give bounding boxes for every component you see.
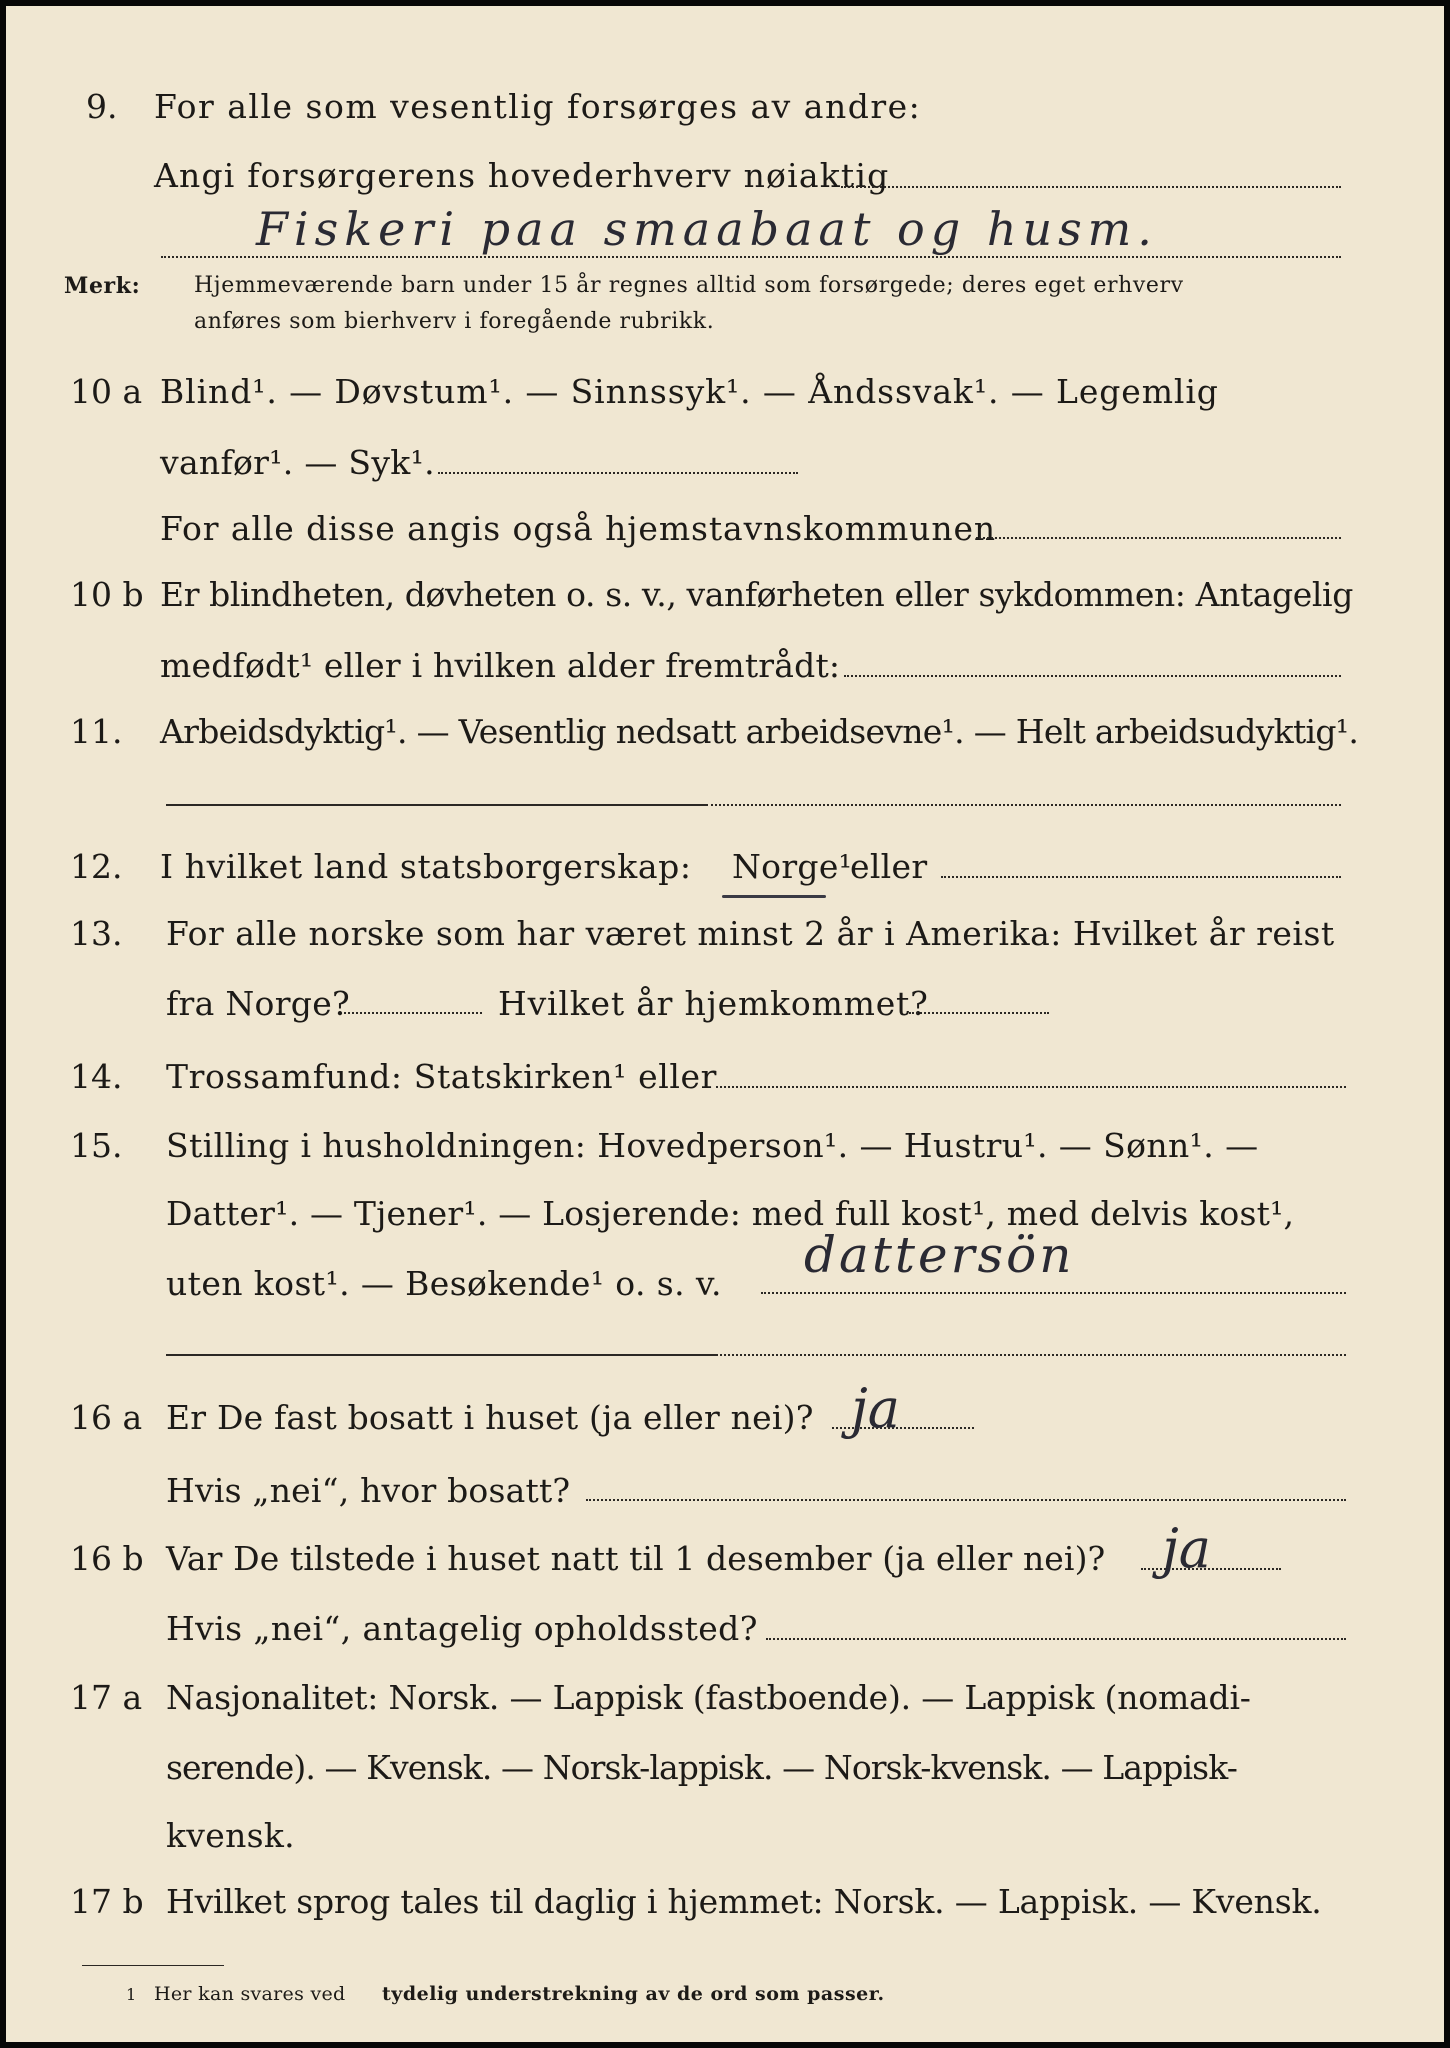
q17a-line3: kvensk. <box>166 1816 295 1855</box>
census-form-page <box>6 6 1444 2042</box>
footnote-mark: 1 <box>126 1985 137 2004</box>
q13-line1: For alle norske som har været minst 2 år i Amerika: Hvilket år reist <box>166 914 1335 953</box>
footnote-text-b: tydelig understrekning av de ord som passer. <box>382 1983 885 2005</box>
q15-line3-dotted-fill <box>761 1292 1346 1294</box>
q16a-number: 16 a <box>70 1398 143 1437</box>
q15-answer-handwritten: dattersön <box>804 1226 1075 1284</box>
q16b-answer-handwritten: ja <box>1162 1517 1211 1580</box>
q13-line2b-dotted-fill <box>909 1012 1049 1014</box>
q9-number: 9. <box>86 87 118 126</box>
q15-line2: Datter¹. — Tjener¹. — Losjerende: med full kost¹, med delvis kost¹, <box>166 1194 1295 1233</box>
q12-question: I hvilket land statsborgerskap: <box>160 847 692 886</box>
q13-number: 13. <box>70 914 123 953</box>
q10b-line2-dotted-fill <box>844 675 1341 677</box>
q9-line1: For alle som vesentlig forsørges av andre: <box>154 87 922 126</box>
q15-line1: Stilling i husholdningen: Hovedperson¹. — Hustru¹. — Sønn¹. — <box>166 1126 1259 1165</box>
merk-line2: anføres som bierhverv i foregående rubrikk. <box>194 309 715 334</box>
q10a-line1: Blind¹. — Døvstum¹. — Sinnssyk¹. — Åndssvak¹. — Legemlig <box>160 372 1219 411</box>
footnote-text-a: Her kan svares ved <box>154 1983 346 2005</box>
q11-answer-dotted-line <box>706 804 1341 806</box>
q10a-number: 10 a <box>70 372 143 411</box>
q12-dotted-fill <box>941 876 1341 878</box>
q10a-line2: vanfør¹. — Syk¹. <box>160 443 435 482</box>
q12-eller: eller <box>850 847 928 886</box>
q10a-line3-dotted-fill <box>976 537 1341 539</box>
q16a-answer-handwritten: ja <box>851 1377 900 1440</box>
q9-answer-handwritten: Fiskeri paa smaabaat og husm. <box>256 202 1158 256</box>
q10b-line2: medfødt¹ eller i hvilken alder fremtrådt: <box>160 646 841 685</box>
q16a-line2: Hvis „nei“, hvor bosatt? <box>166 1471 571 1510</box>
q14-text: Trossamfund: Statskirken¹ eller <box>166 1057 718 1096</box>
q10b-number: 10 b <box>70 575 144 614</box>
q9-answer-line <box>161 256 1341 258</box>
q10a-line2-dotted-fill <box>438 472 798 474</box>
q16a-line2-dotted-fill <box>586 1499 1346 1501</box>
q16b-number: 16 b <box>70 1539 144 1578</box>
q13-line2a: fra Norge? <box>166 984 351 1023</box>
q16b-line2: Hvis „nei“, antagelig opholdssted? <box>166 1609 758 1648</box>
q10b-line1: Er blindheten, døvheten o. s. v., vanførheten eller sykdommen: Antagelig <box>160 575 1353 614</box>
q14-dotted-fill <box>716 1086 1346 1088</box>
q11-line1: Arbeidsdyktig¹. — Vesentlig nedsatt arbeidsevne¹. — Helt arbeidsudyktig¹. <box>160 712 1359 751</box>
q17a-line2: serende). — Kvensk. — Norsk-lappisk. — Norsk-kvensk. — Lappisk- <box>166 1748 1237 1787</box>
q12-number: 12. <box>70 847 123 886</box>
q12-option-norge: Norge¹ <box>732 847 853 886</box>
q15-answer-dotted-line <box>716 1354 1346 1356</box>
q17b-line1: Hvilket sprog tales til daglig i hjemmet: Norsk. — Lappisk. — Kvensk. <box>166 1882 1322 1921</box>
q10a-line3: For alle disse angis også hjemstavnskommunen <box>160 509 997 548</box>
q11-number: 11. <box>70 712 123 751</box>
q17b-number: 17 b <box>70 1882 144 1921</box>
q13-line2b: Hvilket år hjemkommet? <box>498 984 929 1023</box>
q15-line3: uten kost¹. — Besøkende¹ o. s. v. <box>166 1264 722 1303</box>
q15-number: 15. <box>70 1126 123 1165</box>
q11-answer-rule <box>166 804 706 806</box>
merk-line1: Hjemmeværende barn under 15 år regnes alltid som forsørgede; deres eget erhverv <box>194 273 1184 298</box>
q17a-number: 17 a <box>70 1678 143 1717</box>
footnote-separator <box>82 1965 224 1966</box>
q17a-line1: Nasjonalitet: Norsk. — Lappisk (fastboende). — Lappisk (nomadi- <box>166 1678 1251 1717</box>
q15-answer-rule <box>166 1354 716 1356</box>
q14-number: 14. <box>70 1057 123 1096</box>
q9-line2: Angi forsørgerens hovederhverv nøiaktig <box>154 156 890 195</box>
q13-line2a-dotted-fill <box>344 1012 482 1014</box>
q16a-line1: Er De fast bosatt i huset (ja eller nei)? <box>166 1398 814 1437</box>
q16b-line2-dotted-fill <box>766 1638 1346 1640</box>
q9-line2-dotted-fill <box>841 186 1341 188</box>
q16b-line1: Var De tilstede i huset natt til 1 desember (ja eller nei)? <box>166 1539 1106 1578</box>
merk-label: Merk: <box>64 273 141 299</box>
q12-norge-underline-mark <box>722 895 826 898</box>
